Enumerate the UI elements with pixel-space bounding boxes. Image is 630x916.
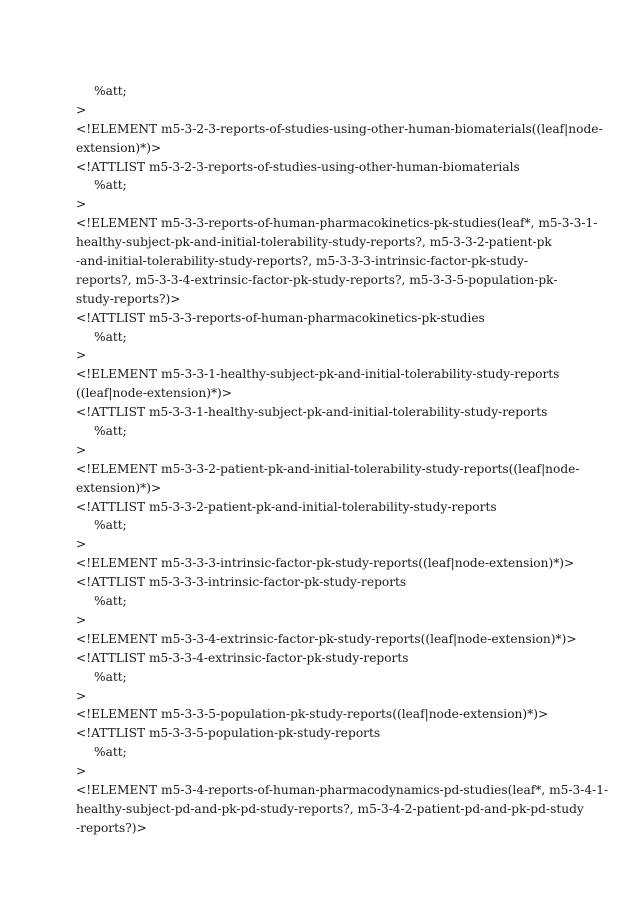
attribute-reference-line: %att; [94, 518, 127, 533]
element-declaration-line: <!ELEMENT m5-3-2-3-reports-of-studies-using-other-human-biomaterials((leaf|node- [76, 121, 603, 136]
declaration-close-line: > [76, 102, 87, 117]
attribute-reference-line: %att; [94, 329, 127, 344]
attlist-declaration-line: <!ATTLIST m5-3-2-3-reports-of-studies-using-other-human-biomaterials [76, 159, 520, 174]
attribute-reference-line: %att; [94, 594, 127, 609]
element-declaration-line: healthy-subject-pd-and-pk-pd-study-reports?, m5-3-4-2-patient-pd-and-pk-pd-study [76, 801, 584, 816]
element-declaration-line: <!ELEMENT m5-3-3-2-patient-pk-and-initial-tolerability-study-reports((leaf|node- [76, 461, 580, 476]
attribute-reference-line: %att; [94, 424, 127, 439]
element-declaration-line: healthy-subject-pk-and-initial-tolerability-study-reports?, m5-3-3-2-patient-pk [76, 235, 552, 250]
declaration-close-line: > [76, 764, 87, 779]
element-declaration-line: -reports?)> [76, 820, 147, 835]
declaration-close-line: > [76, 688, 87, 703]
attlist-declaration-line: <!ATTLIST m5-3-3-4-extrinsic-factor-pk-study-reports [76, 650, 409, 665]
attlist-declaration-line: <!ATTLIST m5-3-3-3-intrinsic-factor-pk-study-reports [76, 575, 407, 590]
element-declaration-line: extension)*)> [76, 480, 162, 495]
element-declaration-line: <!ELEMENT m5-3-3-5-population-pk-study-reports((leaf|node-extension)*)> [76, 707, 549, 722]
element-declaration-line: -and-initial-tolerability-study-reports?, m5-3-3-3-intrinsic-factor-pk-study- [76, 254, 528, 269]
attlist-declaration-line: <!ATTLIST m5-3-3-1-healthy-subject-pk-and-initial-tolerability-study-reports [76, 405, 548, 420]
element-declaration-line: <!ELEMENT m5-3-3-reports-of-human-pharmacokinetics-pk-studies(leaf*, m5-3-3-1- [76, 216, 598, 231]
element-declaration-line: <!ELEMENT m5-3-4-reports-of-human-pharmacodynamics-pd-studies(leaf*, m5-3-4-1- [76, 782, 609, 797]
attribute-reference-line: %att; [94, 178, 127, 193]
declaration-close-line: > [76, 612, 87, 627]
declaration-close-line: > [76, 348, 87, 363]
element-declaration-line: <!ELEMENT m5-3-3-1-healthy-subject-pk-and-initial-tolerability-study-reports [76, 367, 560, 382]
element-declaration-line: <!ELEMENT m5-3-3-4-extrinsic-factor-pk-study-reports((leaf|node-extension)*)> [76, 631, 577, 646]
declaration-close-line: > [76, 197, 87, 212]
attribute-reference-line: %att; [94, 745, 127, 760]
attlist-declaration-line: <!ATTLIST m5-3-3-5-population-pk-study-reports [76, 726, 381, 741]
element-declaration-line: study-reports?)> [76, 291, 181, 306]
element-declaration-line: extension)*)> [76, 140, 162, 155]
declaration-close-line: > [76, 537, 87, 552]
attribute-reference-line: %att; [94, 84, 127, 98]
attribute-reference-line: %att; [94, 669, 127, 684]
attlist-declaration-line: <!ATTLIST m5-3-3-2-patient-pk-and-initial-tolerability-study-reports [76, 499, 497, 514]
dtd-code-listing [76, 82, 609, 838]
declaration-close-line: > [76, 442, 87, 457]
element-declaration-line: reports?, m5-3-3-4-extrinsic-factor-pk-study-reports?, m5-3-3-5-population-pk- [76, 272, 558, 287]
element-declaration-line: <!ELEMENT m5-3-3-3-intrinsic-factor-pk-study-reports((leaf|node-extension)*)> [76, 556, 575, 571]
element-declaration-line: ((leaf|node-extension)*)> [76, 386, 233, 401]
attlist-declaration-line: <!ATTLIST m5-3-3-reports-of-human-pharmacokinetics-pk-studies [76, 310, 485, 325]
